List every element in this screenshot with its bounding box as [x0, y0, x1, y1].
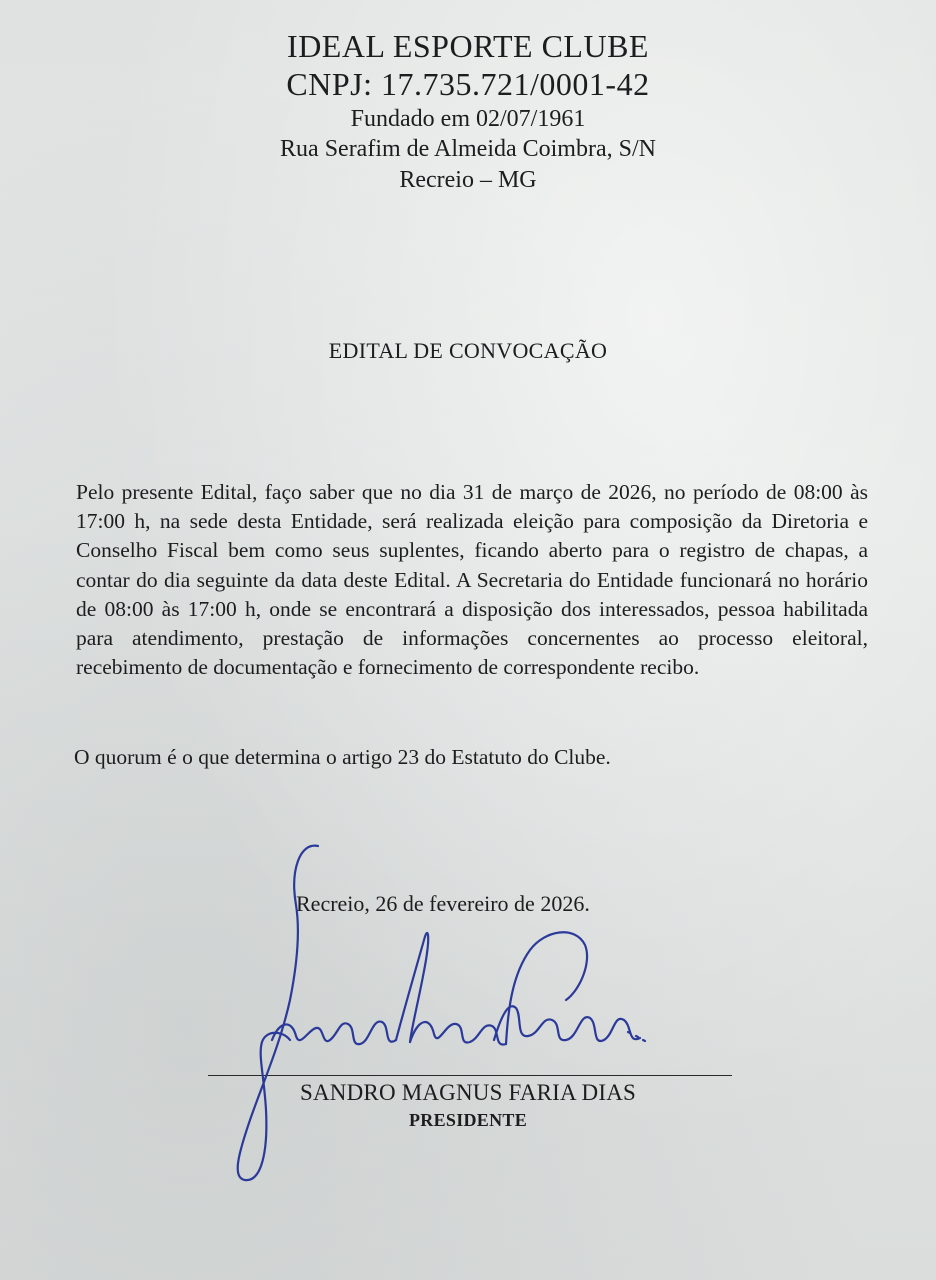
- club-city: Recreio – MG: [399, 167, 537, 193]
- signature-line: [208, 1075, 732, 1076]
- club-name: IDEAL ESPORTE CLUBE: [287, 28, 649, 64]
- place-and-date: Recreio, 26 de fevereiro de 2026.: [296, 891, 590, 916]
- club-cnpj: CNPJ: 17.735.721/0001-42: [286, 66, 650, 102]
- founded-date: Fundado em 02/07/1961: [350, 106, 586, 132]
- body-paragraph: Pelo presente Edital, faço saber que no dia 31 de março de 2026, no período de 08:00 às 17:00 h, na sede desta Entidade, será realizada eleição para composição da Diretoria e Conselho Fiscal bem como seus suplentes, ficando aberto para o registro de chapas, a contar do dia seguinte da data deste Edital. A Secretaria do Entidade funcionará no horário de 08:00 às 17:00 h, onde se encontrará a disposição dos interessados, pessoa habilitada para atendimento, prestação de informações concernentes ao processo eleitoral, recebimento de documentação e fornecimento de correspondente recibo.: [76, 480, 868, 680]
- signer-name: SANDRO MAGNUS FARIA DIAS: [299, 1080, 636, 1105]
- quorum-statement: O quorum é o que determina o artigo 23 do Estatuto do Clube.: [74, 745, 611, 769]
- document-title: EDITAL DE CONVOCAÇÃO: [328, 338, 608, 363]
- club-address: Rua Serafim de Almeida Coimbra, S/N: [280, 136, 656, 162]
- signer-role: PRESIDENTE: [408, 1110, 528, 1130]
